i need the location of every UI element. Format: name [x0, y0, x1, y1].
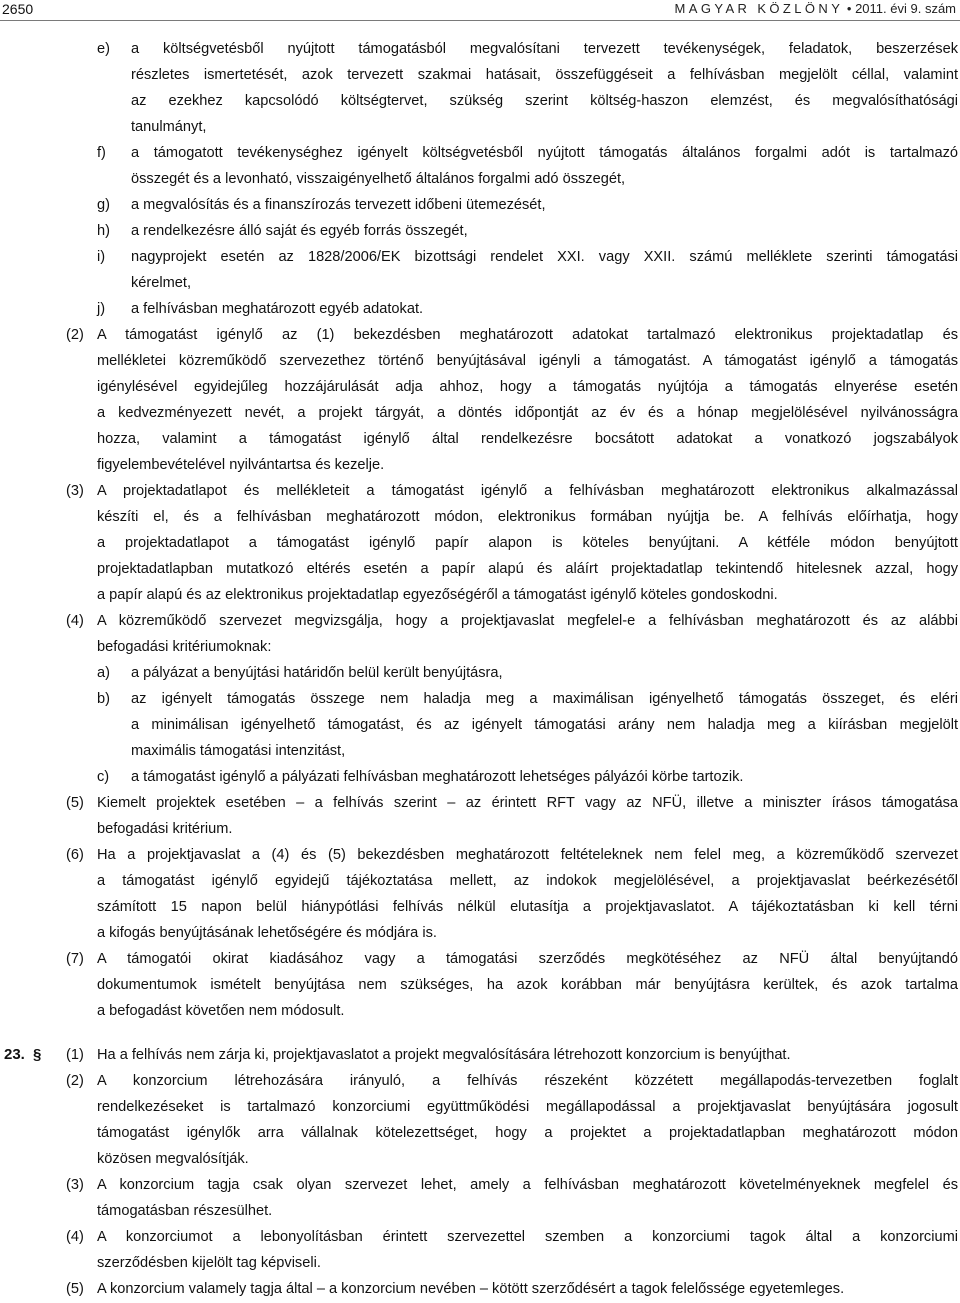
list-item-text-line: kérelmet,: [131, 275, 192, 291]
paragraph-text-line: a kifogás benyújtásának lehetőségére és módjára is.: [97, 925, 437, 941]
paragraph-text-line: közösen megvalósítják.: [97, 1151, 249, 1167]
list-item-text-line: részletes ismertetését, azok tervezett szakmai hatásait, összefüggéseit a felhívásban megjelölt céllal, valamint: [131, 67, 958, 83]
paragraph-text-line: projektadatlapban mutatkozó eltérés esetén a papír alapú és aláírt projektadatlap tekintendő hitelesnek azzal, hogy: [97, 561, 958, 577]
list-item-text-line: a rendelkezésre álló saját és egyéb forrás összegét,: [131, 223, 468, 239]
paragraph-text-line: készíti el, és a felhívásban meghatározott módon, elektronikus formában nyújtja be. A felhívás előírhatja, hogy: [97, 509, 958, 525]
list-item-text-line: nagyprojekt esetén az 1828/2006/EK bizottsági rendelet XXI. vagy XXII. számú melléklete szerinti támogatási: [131, 249, 958, 265]
paragraph-text-line: A projektadatlapot és mellékleteit a támogatást igénylő a felhívásban meghatározott elektronikus alkalmazással: [97, 483, 958, 499]
paragraph-label: (6): [66, 847, 84, 863]
list-item-text-line: a megvalósítás és a finanszírozás tervezett időbeni ütemezését,: [131, 197, 546, 213]
list-item-label: j): [97, 301, 106, 317]
paragraph-text-line: A konzorcium tagja csak olyan szervezet lehet, amely a felhívásban meghatározott követelményeknek megfelel és: [97, 1177, 958, 1193]
paragraph-text-line: támogatásban részesülhet.: [97, 1203, 273, 1219]
list-item-text-line: a támogatott tevékenységhez igényelt költségvetésből nyújtott támogatás általános forgalmi adót is tartalmazó: [131, 145, 958, 161]
section-number: 23.: [4, 1046, 25, 1063]
paragraph-label: (4): [66, 1229, 84, 1245]
paragraph-text-line: befogadási kritérium.: [97, 821, 233, 837]
paragraph-text-line: a támogatást igénylő egyidejű tájékoztatása mellett, az indokok megjelölésével, a projektjavaslat beérkezésétől: [97, 873, 958, 889]
paragraph-text-line: támogatást igénylők arra vállalnak kötelezettséget, hogy a projektet a projektadatlapban meghatározott módon: [97, 1125, 958, 1141]
paragraph-text-line: a projektadatlapot a támogatást igénylő papír alapon is köteles benyújtani. A kétféle módon benyújtott: [97, 535, 958, 551]
paragraph-text-line: A konzorcium valamely tagja által – a konzorcium nevében – kötött szerződésért a tagok felelőssége egyetemleges.: [97, 1281, 845, 1297]
list-item-text-line: a támogatást igénylő a pályázati felhívásban meghatározott lehetséges pályázói körbe tartozik.: [131, 769, 744, 785]
paragraph-text-line: dokumentumok ismételt benyújtása nem szükséges, ha azok korábban már benyújtásra kerültek, és azok tartalma: [97, 977, 958, 993]
paragraph-label: (1): [66, 1047, 84, 1063]
paragraph-label: (3): [66, 483, 84, 499]
page-number: 2650: [2, 1, 34, 17]
paragraph-text-line: Kiemelt projektek esetében – a felhívás szerint – az érintett RFT vagy az NFÜ, illetve a miniszter írásos támogatása: [97, 795, 958, 811]
page-header: [0, 0, 960, 20]
list-item-label: e): [97, 41, 110, 57]
paragraph-label: (4): [66, 613, 84, 629]
bullet-separator: •: [846, 1, 852, 16]
paragraph-text-line: befogadási kritériumoknak:: [97, 639, 272, 655]
paragraph-label: (3): [66, 1177, 84, 1193]
header-rule: [0, 20, 960, 21]
paragraph-text-line: A konzorcium létrehozására irányuló, a felhívás részeként közzétett megállapodás-tervezetben foglalt: [97, 1073, 958, 1089]
paragraph-text-line: A közreműködő szervezet megvizsgálja, hogy a projektjavaslat megfelel-e a felhívásban meghatározott és az alábbi: [97, 613, 958, 629]
list-item-text-line: az igényelt támogatás összege nem haladja meg a maximálisan igényelhető támogatás összeget, és eléri: [131, 691, 958, 707]
paragraph-label: (7): [66, 951, 84, 967]
list-item-text-line: összegét és a levonható, visszaigényelhető általános forgalmi adó összegét,: [131, 171, 626, 187]
paragraph-text-line: A támogatói okirat kiadásához vagy a támogatási szerződés megkötéséhez az NFÜ által benyújtandó: [97, 951, 958, 967]
list-item-text-line: tanulmányt,: [131, 119, 207, 135]
paragraph-text-line: A konzorciumot a lebonyolításban érintett szervezettel szemben a konzorciumi tagok által a konzorciumi: [97, 1229, 958, 1245]
list-item-label: h): [97, 223, 110, 239]
paragraph-text-line: hozza, valamint a támogatást igénylő által rendelkezésre bocsátott adatokat a vonatkozó jogszabályok: [97, 431, 958, 447]
paragraph-text-line: szerződésben kijelölt tag képviseli.: [97, 1255, 321, 1271]
list-item-text-line: a minimálisan igényelhető támogatást, és az igényelt támogatási arány nem haladja meg a kiírásban megjelölt: [131, 717, 958, 733]
list-item-text-line: az ezekhez kapcsolódó költségtervet, szükség szerint költség-haszon elemzést, és megvalósíthatósági: [131, 93, 958, 109]
list-item-label: g): [97, 197, 110, 213]
issue-number: 2011. évi 9. szám: [855, 1, 956, 16]
journal-name: MAGYAR KÖZLÖNY: [674, 1, 844, 16]
paragraph-text-line: A támogatást igénylő az (1) bekezdésben meghatározott adatokat tartalmazó elektronikus projektadatlap és: [97, 327, 958, 343]
paragraph-text-line: Ha a felhívás nem zárja ki, projektjavaslatot a projekt megvalósítására létrehozott konzorcium is benyújthat.: [97, 1047, 791, 1063]
paragraph-text-line: Ha a projektjavaslat a (4) és (5) bekezdésben meghatározott feltételeknek nem felel meg, a közreműködő szervezet: [97, 847, 958, 863]
list-item-label: b): [97, 691, 110, 707]
list-item-label: f): [97, 145, 106, 161]
paragraph-text-line: a kedvezményezett nevét, a projekt tárgyát, a döntés időpontját az év és a hónap megjelölésével nyilvánosságra: [97, 405, 958, 421]
paragraph-text-line: számított 15 napon belül hiánypótlási felhívás nélkül elutasítja a projektjavaslatot. A tájékoztatásban ki kell térni: [97, 899, 958, 915]
paragraph-label: (5): [66, 1281, 84, 1297]
list-item-label: i): [97, 249, 106, 265]
list-item-text-line: a pályázat a benyújtási határidőn belül került benyújtásra,: [131, 665, 503, 681]
list-item-label: a): [97, 665, 110, 681]
paragraph-text-line: figyelembevételével nyilvántartsa és kezelje.: [97, 457, 385, 473]
paragraph-label: (5): [66, 795, 84, 811]
journal-title: [675, 1, 956, 16]
list-item-text-line: a költségvetésből nyújtott támogatásból megvalósítani tervezett tevékenységek, feladatok, beszerzések: [131, 41, 958, 57]
list-item-label: c): [97, 769, 110, 785]
list-item-text-line: maximális támogatási intenzitást,: [131, 743, 346, 759]
paragraph-label: (2): [66, 1073, 84, 1089]
paragraph-label: (2): [66, 327, 84, 343]
paragraph-text-line: rendelkezéseket is tartalmazó konzorciumi együttműködési megállapodással a projektjavaslat benyújtására jogosult: [97, 1099, 958, 1115]
list-item-text-line: a felhívásban meghatározott egyéb adatokat.: [131, 301, 424, 317]
paragraph-text-line: mellékletei közreműködő szervezethez történő benyújtásával igényli a támogatást. A támogatást igénylő a támogatás: [97, 353, 958, 369]
paragraph-text-line: a papír alapú és az elektronikus projektadatlap egyezőségéről a támogatást igénylő köteles gondoskodni.: [97, 587, 778, 603]
section-sign: §: [33, 1046, 42, 1063]
paragraph-text-line: igénylésével egyidejűleg hozzájárulását adja ahhoz, hogy a támogatás nyújtója a támogatás elnyerése esetén: [97, 379, 958, 395]
paragraph-text-line: a befogadást követően nem módosult.: [97, 1003, 345, 1019]
